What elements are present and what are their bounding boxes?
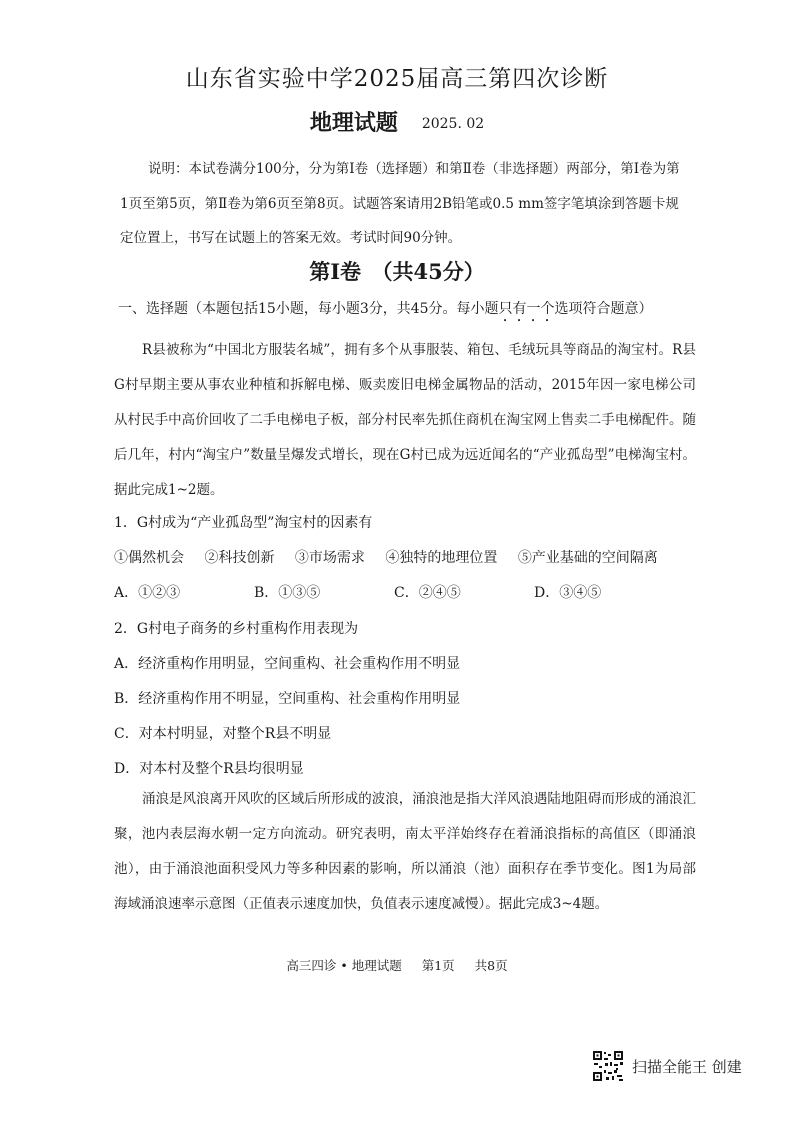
page-footer (0, 956, 794, 974)
reading-passage-1: R县被称为“中国北方服装名城”，拥有多个从事服装、箱包、毛绒玩具等商品的淘宝村。R县G村早期主要从事农业种植和拆解电梯、贩卖废旧电梯金属物品的活动，2015年因一家电梯公司从村民手中高价回收了二手电梯电子板，部分村民率先抓住商机在淘宝网上售卖二手电梯配件。随后几年，村内“淘宝户”数量呈爆发式增长，现在G村已成为远近闻名的“产业孤岛型”电梯淘宝村。据此完成1~2题。 (114, 342, 696, 498)
option-b: B．①③⑤ (254, 585, 321, 601)
instruction-prefix: 一、选择题（本题包括15小题，每小题3分，共45分。每小题 (118, 301, 499, 317)
exam-instructions: 说明：本试卷满分100分，分为第Ⅰ卷（选择题）和第Ⅱ卷（非选择题）两部分，第Ⅰ卷为第1页至第5页，第Ⅱ卷为第6页至第8页。试题答案请用2B铅笔或0.5 mm签字笔填涂到答题卡规定位置上，书写在试题上的答案无效。考试时间90分钟。 (120, 161, 680, 246)
reading-passage-2: 涌浪是风浪离开风吹的区域后所形成的波浪，涌浪池是指大洋风浪遇陆地阻碍而形成的涌浪汇聚，池内表层海水朝一定方向流动。研究表明，南太平洋始终存在着涌浪指标的高值区（即涌浪池），由于涌浪池面积受风力等多种因素的影响，所以涌浪（池）面积存在季节变化。图1为局部海域涌浪速率示意图（正值表示速度加快，负值表示速度减慢）。据此完成3~4题。 (114, 791, 696, 912)
footer-exam: 高三四诊 • 地理试题 (286, 958, 402, 973)
statement-item: ③市场需求 (294, 550, 365, 566)
question-1-options (114, 581, 714, 605)
school-title: 山东省实验中学2025届高三第四次诊断 (185, 66, 609, 92)
question-2-option-d: D．对本村及整个R县均很明显 (114, 761, 304, 777)
qr-code-icon (592, 1050, 624, 1082)
question-2-option-a: A．经济重构作用明显，空间重构、社会重构作用不明显 (114, 656, 461, 672)
scanner-watermark (592, 1048, 742, 1084)
statement-item: ④独特的地理位置 (385, 550, 498, 566)
section-instruction (118, 295, 708, 325)
statement-item: ①偶然机会 (114, 550, 184, 566)
instruction-emphasis: 只有一个 (498, 301, 555, 317)
option-a: A．①②③ (114, 585, 181, 601)
question-2-option-c: C．对本村明显，对整个R县不明显 (114, 726, 332, 742)
statement-item: ②科技创新 (204, 550, 275, 566)
section-title: 第Ⅰ卷 （共45分） (309, 259, 485, 284)
option-c: C．②④⑤ (394, 585, 461, 601)
scanner-label: 扫描全能王 创建 (632, 1057, 742, 1076)
instruction-suffix: 选项符合题意） (554, 301, 653, 317)
subject-name: 地理试题 (309, 110, 398, 136)
statement-item: ⑤产业基础的空间隔离 (517, 550, 658, 566)
question-1-stem: 1．G村成为“产业孤岛型”淘宝村的因素有 (114, 515, 373, 531)
exam-date: 2025. 02 (421, 116, 485, 132)
option-d: D．③④⑤ (534, 585, 602, 601)
question-2-option-b: B．经济重构作用不明显，空间重构、社会重构作用明显 (114, 691, 461, 707)
footer-total: 共8页 (474, 958, 508, 973)
subject-title (0, 106, 794, 137)
question-2-stem: 2．G村电子商务的乡村重构作用表现为 (114, 621, 359, 637)
question-1-statements (114, 546, 714, 570)
footer-page: 第1页 (421, 958, 455, 973)
